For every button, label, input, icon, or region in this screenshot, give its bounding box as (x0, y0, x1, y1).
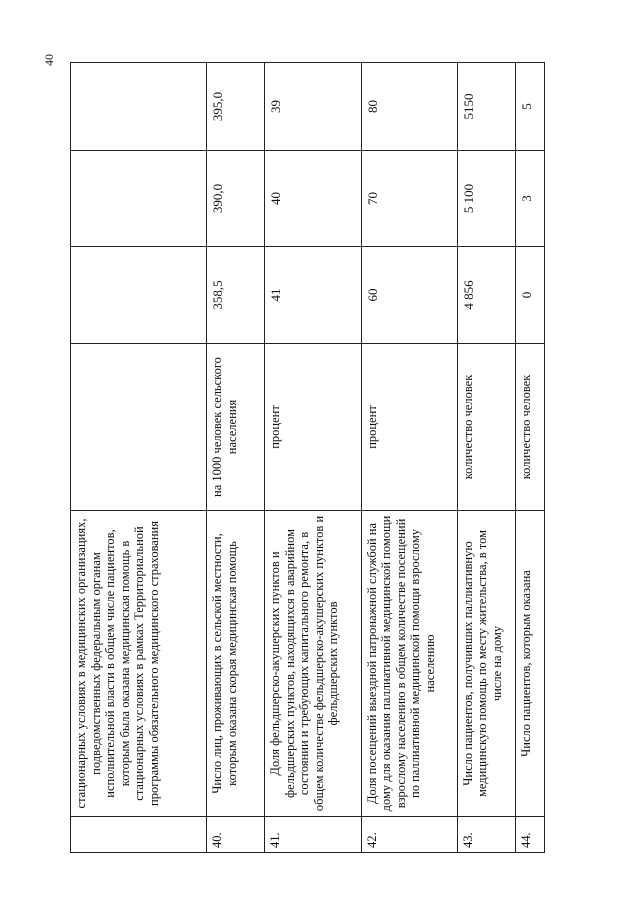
value-cell: 3 (515, 151, 544, 247)
table-row (265, 63, 361, 853)
unit-cell (71, 344, 207, 511)
rotated-page (70, 63, 545, 853)
value-cell: 4 856 (457, 247, 515, 344)
value-cell: 0 (515, 247, 544, 344)
table-row (361, 63, 457, 853)
unit-cell: количество человек (457, 344, 515, 511)
value-cell (71, 247, 207, 344)
unit-cell: процент (361, 344, 457, 511)
value-cell: 41 (265, 247, 361, 344)
indicator-name: Число пациентов, которым оказана (515, 511, 544, 817)
value-cell: 358,5 (207, 247, 265, 344)
indicator-name: Доля посещений выездной патронажной службой на дому для оказания паллиативной медицинской помощи взрослому населению в общем количестве посещений по паллиативной медицинской помощи взрослому населению (361, 511, 457, 817)
value-cell: 40 (265, 151, 361, 247)
unit-cell: процент (265, 344, 361, 511)
unit-cell: на 1000 человек сельского населения (207, 344, 265, 511)
value-cell: 70 (361, 151, 457, 247)
value-cell (71, 151, 207, 247)
table-row (515, 63, 544, 853)
value-cell: 395,0 (207, 63, 265, 151)
value-cell (71, 63, 207, 151)
row-number: 42. (361, 817, 457, 853)
indicators-table (70, 62, 545, 853)
row-number: 41. (265, 817, 361, 853)
table-row (71, 63, 207, 853)
row-number: 40. (207, 817, 265, 853)
value-cell: 60 (361, 247, 457, 344)
value-cell: 39 (265, 63, 361, 151)
row-number: 43. (457, 817, 515, 853)
value-cell: 5150 (457, 63, 515, 151)
indicator-name: Доля фельдшерско-акушерских пунктов и фельдшерских пунктов, находящихся в аварийном состоянии и требующих капитального ремонта, в общем количестве фельдшерско-акушерских пунктов и фельдшерских пунктов (265, 511, 361, 817)
table-row (207, 63, 265, 853)
indicator-name: Число лиц, проживающих в сельской местности, которым оказана скорая медицинская помощь (207, 511, 265, 817)
value-cell: 390,0 (207, 151, 265, 247)
row-number (71, 817, 207, 853)
page-number: 40 (42, 54, 56, 66)
value-cell: 80 (361, 63, 457, 151)
row-number: 44. (515, 817, 544, 853)
value-cell: 5 (515, 63, 544, 151)
value-cell: 5 100 (457, 151, 515, 247)
table-row (457, 63, 515, 853)
indicator-name: Число пациентов, получивших паллиативную медицинскую помощь по месту жительства, в том числе на дому (457, 511, 515, 817)
unit-cell: количество человек (515, 344, 544, 511)
indicator-name: стационарных условиях в медицинских организациях, подведомственных федеральным органам исполнительной власти в общем числе пациентов, которым была оказана медицинская помощь в стационарных условиях в рамках Территориальной программы обязательного медицинского страхования (71, 511, 207, 817)
